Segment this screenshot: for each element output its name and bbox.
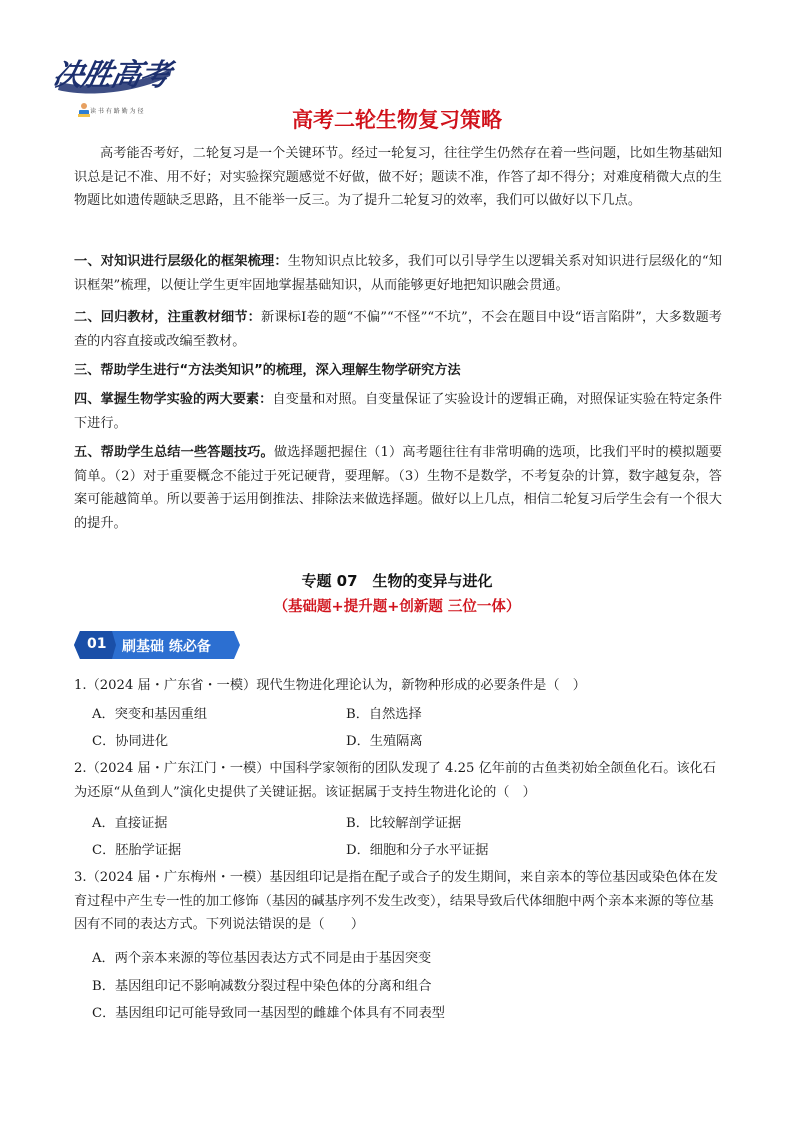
strategy-point-3: [74, 359, 722, 383]
point-body: 做选择题把握住（1）高考题往往有非常明确的选项，比我们平时的模拟题要简单。（2）对于重要概念不能过于死记硬背，要理解。（3）生物不是数学，不考复杂的计算，数字越复杂，答案可能越简单。所以要善于运用倒推法、排除法来做选择题。做好以上几点，相信二轮复习后学生会有一个很大的提升。: [74, 445, 723, 531]
question-3-stem: 3.（2024 届・广东梅州・一模）基因组印记是指在配子或合子的发生期间，来自亲本的等位基因或染色体在发育过程中产生专一性的加工修饰（基因的碱基序列不发生改变），结果导致后代体细胞中两个亲本来源的等位基因有不同的表达方式。下列说法错误的是（ ）: [74, 870, 718, 932]
question-1-stem: 1.（2024 届・广东省・一模）现代生物进化理论认为，新物种形成的必要条件是（ ）: [74, 678, 586, 693]
strategy-point-5: [74, 441, 722, 535]
point-heading: 三、帮助学生进行“方法类知识”的梳理，深入理解生物学研究方法: [74, 363, 461, 378]
section-label: 刷基础 练必备: [122, 639, 211, 655]
page-title: 高考二轮生物复习策略: [292, 108, 502, 132]
question-1-option-c: C．协同进化: [92, 734, 169, 749]
intro-paragraph: 高考能否考好，二轮复习是一个关键环节。经过一轮复习，往往学生仍然存在着一些问题，比如生物基础知识总是记不准、用不好；对实验探究题感觉不好做，做不好；题读不准，作答了却不得分；对难度稍微大点的生物题比如遗传题缺乏思路，且不能举一反三。为了提升二轮复习的效率，我们可以做好以下几点。: [74, 146, 722, 208]
point-heading: 五、帮助学生总结一些答题技巧。: [74, 445, 274, 460]
question-2-stem: 2.（2024 届・广东江门・一模）中国科学家领衔的团队发现了 4.25 亿年前的古鱼类初始全颌鱼化石。该化石为还原“从鱼到人”演化史提供了关键证据。该证据属于支持生物进化论的（ ）: [74, 761, 716, 800]
section-number: 01: [87, 636, 107, 652]
question-3-option-b: B．基因组印记不影响减数分裂过程中染色体的分离和组合: [92, 979, 432, 994]
point-heading: 二、回归教材，注重教材细节：: [74, 310, 262, 325]
point-body: 新课标Ⅰ卷的题“不偏”“不怪”“不坑”，不会在题目中设“语言陷阱”，大多数题考查的内容直接或改编至教材。: [74, 310, 722, 349]
question-2-option-c: C．胚胎学证据: [92, 843, 182, 858]
question-2-option-a: A．直接证据: [92, 816, 168, 831]
question-3-option-a: A．两个亲本来源的等位基因表达方式不同是由于基因突变: [92, 951, 432, 966]
point-body: 生物知识点比较多，我们可以引导学生以逻辑关系对知识进行层级化的“知识框架”梳理，以便让学生更牢固地掌握基础知识，从而能够更好地把知识融会贯通。: [74, 254, 722, 293]
question-1-option-a: A．突变和基因重组: [92, 707, 208, 722]
question-1-option-b: B．自然选择: [346, 707, 422, 722]
point-heading: 四、掌握生物学实验的两大要素：: [74, 392, 273, 407]
logo-text: 决胜高考: [49, 58, 173, 93]
strategy-point-1: [74, 250, 722, 297]
topic-title: 专题 07 生物的变异与进化: [301, 572, 493, 590]
question-2-option-d: D．细胞和分子水平证据: [346, 843, 489, 858]
question-3-option-c: C．基因组印记可能导致同一基因型的雌雄个体具有不同表型: [92, 1006, 445, 1021]
question-1-option-d: D．生殖隔离: [346, 734, 423, 749]
point-heading: 一、对知识进行层级化的框架梳理：: [74, 254, 288, 269]
strategy-point-4: [74, 388, 722, 435]
point-body: 自变量和对照。自变量保证了实验设计的逻辑正确，对照保证实验在特定条件下进行。: [74, 392, 723, 431]
section-badge: [74, 629, 240, 661]
topic-subtitle: （基础题+提升题+创新题 三位一体）: [273, 599, 521, 615]
question-2-option-b: B．比较解剖学证据: [346, 816, 462, 831]
logo-subtitle: 读 书 有 路 勤 为 径: [90, 108, 144, 115]
strategy-point-2: [74, 306, 722, 353]
